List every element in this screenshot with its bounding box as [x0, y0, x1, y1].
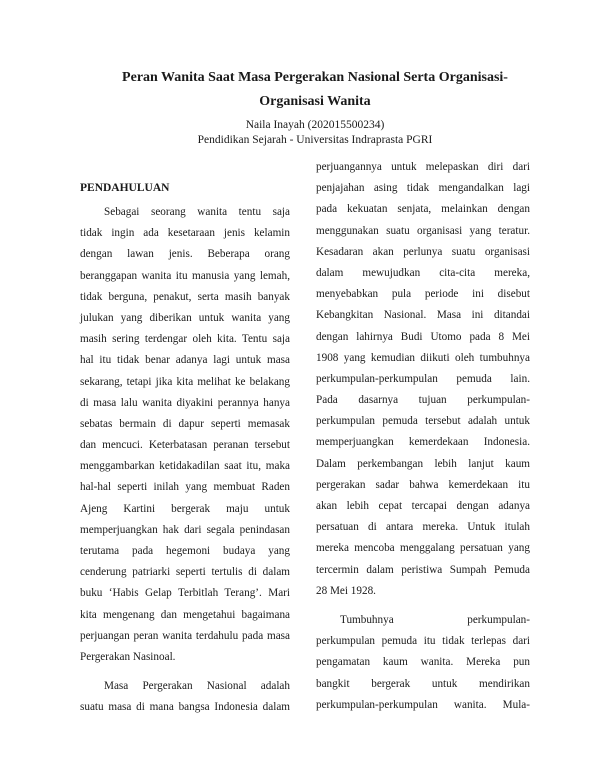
text-line: masih sering terdengar oleh kita. Tentu saja: [80, 333, 290, 346]
text-line: sekarang, tetapi jika kita melihat ke belakang: [80, 375, 290, 388]
left-paragraph-2: [80, 676, 290, 718]
text-line: julukan yang diberikan untuk wanita yang: [80, 311, 290, 324]
text-line: dengan lahirnya Budi Utomo pada 8 Mei: [316, 330, 530, 343]
text-line: tercermin dalam peristiwa Sumpah Pemuda: [316, 563, 530, 576]
author-block: [80, 118, 550, 148]
text-line: di masa lalu wanita diyakini perannya hanya: [80, 396, 290, 409]
text-line: Kebangkitan Nasional. Masa ini ditandai: [316, 309, 530, 322]
text-line: bangkit bergerak untuk mendirikan: [316, 677, 530, 690]
text-line: terutama pada hegemoni budaya yang: [80, 545, 290, 557]
text-line: Ajeng Kartini bergerak maju untuk: [80, 502, 290, 515]
text-line: cenderung patriarki seperti tertulis di dalam: [80, 566, 290, 579]
text-line: pengamatan kaum wanita. Mereka pun: [316, 656, 530, 669]
text-line: tidak ingin ada kesetaraan jenis kelamin: [80, 227, 290, 240]
text-line: Tumbuhnya perkumpulan-: [340, 613, 530, 626]
text-line: akan lebih cepat tercapai dengan adanya: [316, 500, 530, 512]
text-line: menyebabkan pula periode ini disebut: [316, 288, 530, 301]
paper-title: [80, 66, 550, 114]
text-line: buku ‘Habis Gelap Terbitlah Terang’. Mari: [80, 587, 290, 600]
text-line: perkumpulan pemuda tersebut adalah untuk: [316, 415, 530, 428]
author-affiliation: Pendidikan Sejarah - Universitas Indraprasta PGRI: [197, 134, 433, 146]
text-line: 1908 yang kemudian diikuti oleh tumbuhnya: [316, 351, 530, 364]
text-line: Pada dasarnya tujuan perkumpulan-: [316, 394, 530, 407]
text-line: dengan lawan jenis. Beberapa orang: [80, 248, 290, 261]
text-line: memperjuangkan kemerdekaan Indonesia.: [316, 436, 530, 449]
text-line: perjuangannya untuk melepaskan diri dari: [316, 161, 530, 173]
text-line: penjajahan asing tidak mengandalkan lagi: [316, 182, 530, 195]
text-line: menggunakan suatu organisasi yang teratur.: [316, 224, 530, 237]
text-line: Pergerakan Nasinoal.: [80, 650, 176, 663]
text-line: tidak berguna, penakut, serta masih banyak: [80, 290, 290, 303]
text-line: mereka mencoba menggalang persatuan yang: [316, 542, 530, 555]
author-name: Naila Inayah (202015500234): [245, 119, 385, 131]
left-paragraph-1: [80, 202, 290, 668]
text-line: beranggapan wanita itu manusia yang lemah,: [80, 269, 290, 282]
title-line-2: Organisasi Wanita: [259, 94, 371, 109]
left-column: [80, 177, 290, 719]
text-line: Sebagai seorang wanita tentu saja: [104, 206, 290, 218]
text-line: sebatas bermain di dapur seperti memasak: [80, 417, 290, 430]
text-line: hal-hal seperti inilah yang membuat Raden: [80, 481, 290, 494]
section-heading: PENDAHULUAN: [80, 182, 170, 194]
title-line-1: Peran Wanita Saat Masa Pergerakan Nasional Serta Organisasi-: [122, 70, 508, 85]
text-line: dan mencuci. Keterbatasan peranan tersebut: [80, 439, 290, 452]
text-line: hal itu tidak benar adanya lagi untuk masa: [80, 354, 290, 367]
text-line: kita mengenang dan mengetahui bagaimana: [80, 608, 290, 621]
text-line: Dalam perkembangan lebih lanjut kaum: [316, 457, 530, 470]
text-line: 28 Mei 1928.: [316, 584, 376, 597]
right-column: [316, 157, 530, 716]
text-line: pergerakan sadar bahwa kemerdekaan itu: [316, 478, 530, 491]
right-paragraph-2: [316, 610, 530, 716]
text-line: perkumpulan-perkumpulan wanita. Mula-: [316, 698, 530, 711]
text-line: suatu masa di mana bangsa Indonesia dalam: [80, 701, 290, 714]
text-line: perkumpulan pemuda itu tidak terlepas dari: [316, 635, 530, 648]
text-line: dalam mewujudkan cita-cita mereka,: [316, 266, 530, 279]
text-line: memperjuangkan hak dari segala penindasan: [80, 523, 290, 536]
text-line: pada kekuatan senjata, melainkan dengan: [316, 203, 530, 216]
text-line: perjuangan peran wanita terdahulu pada masa: [80, 629, 290, 642]
text-line: Masa Pergerakan Nasional adalah: [104, 680, 290, 693]
text-line: menggambarkan ketidakadilan saat itu, maka: [80, 460, 290, 473]
right-paragraph-1: [316, 157, 530, 602]
text-line: persatuan di antara mereka. Untuk itulah: [316, 521, 530, 534]
text-line: Kesadaran akan perlunya suatu organisasi: [316, 245, 530, 258]
text-line: perkumpulan-perkumpulan pemuda lain.: [316, 372, 530, 385]
